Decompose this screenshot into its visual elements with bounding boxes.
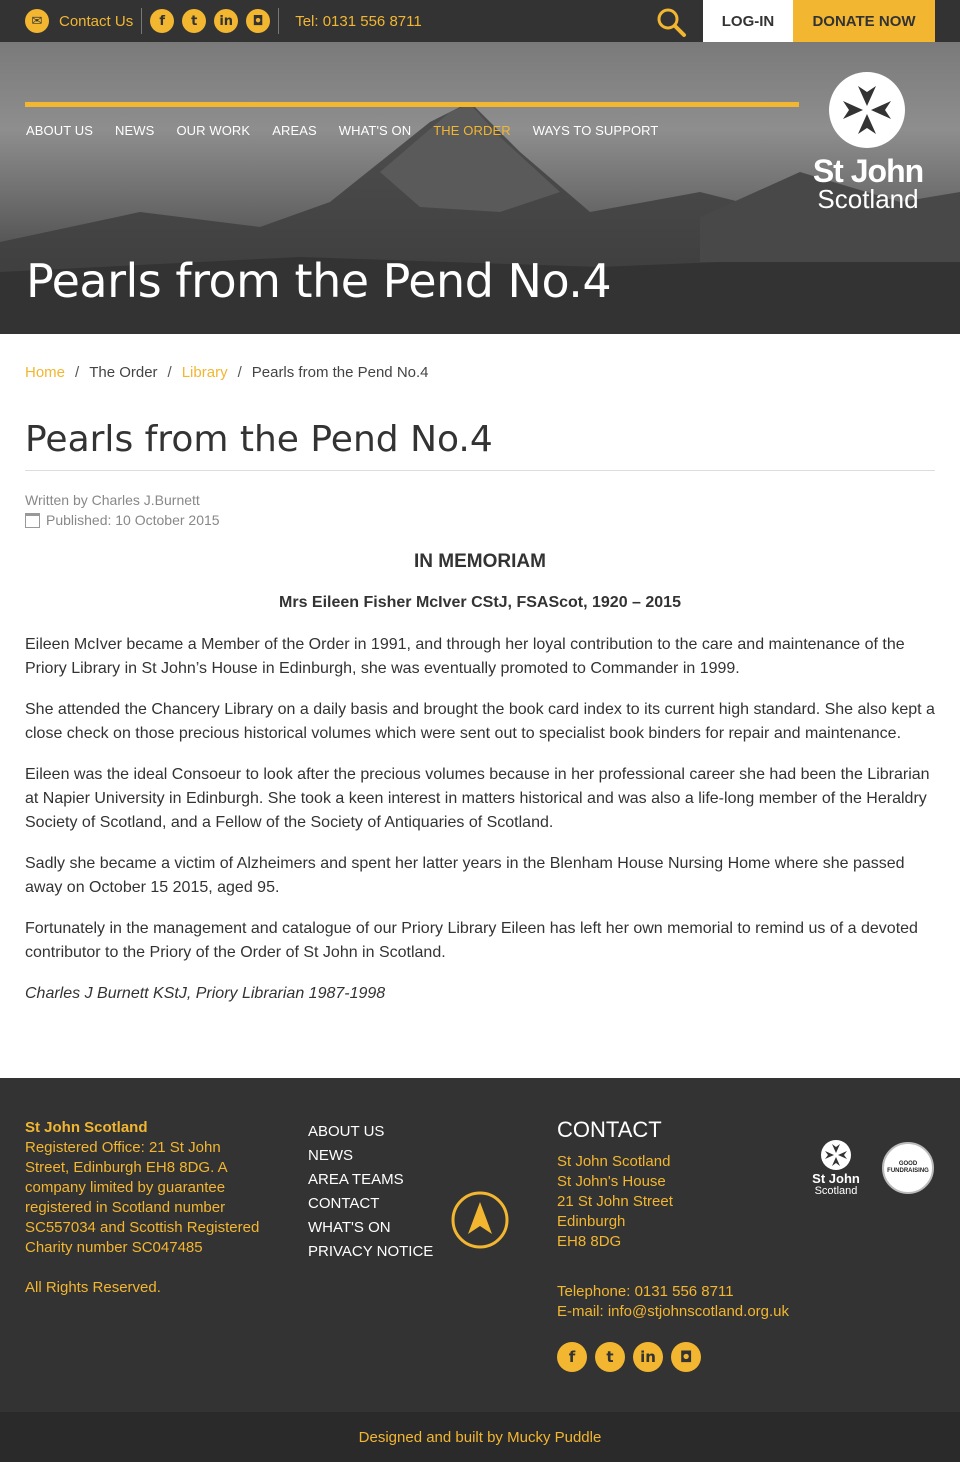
calendar-icon	[25, 513, 40, 528]
linkedin-icon[interactable]: in	[633, 1342, 663, 1372]
nav-news[interactable]: NEWS	[115, 123, 155, 138]
footer	[0, 1078, 960, 1412]
footer-link-news[interactable]: NEWS	[308, 1147, 353, 1164]
breadcrumb-library[interactable]: Library	[181, 364, 228, 381]
breadcrumb	[25, 364, 429, 381]
donate-button[interactable]: DONATE NOW	[793, 0, 935, 42]
good-fundraising-badge	[882, 1142, 934, 1194]
twitter-icon[interactable]: t	[182, 9, 206, 33]
breadcrumb-home[interactable]: Home	[25, 364, 66, 381]
nav-whats-on[interactable]: WHAT'S ON	[338, 123, 412, 138]
breadcrumb-separator: /	[75, 364, 80, 381]
footer-org-info	[25, 1118, 265, 1298]
hero-banner	[0, 42, 960, 334]
logo-text-scotland[interactable]: Scotland	[817, 184, 919, 214]
st-john-logo-icon	[821, 1140, 851, 1170]
back-to-top-icon[interactable]	[450, 1190, 510, 1250]
article-paragraph: Eileen McIver became a Member of the Order in 1991, and through her loyal contribution to the care and maintenance of the Priory Library in St John’s House in Edinburgh, she was eventually promoted to Commander in 1999.	[25, 636, 905, 677]
footer-contact	[557, 1118, 789, 1372]
nav-ways-to-support[interactable]: WAYS TO SUPPORT	[532, 123, 659, 138]
nav-the-order[interactable]: THE ORDER	[433, 123, 511, 138]
article-paragraph: She attended the Chancery Library on a daily basis and brought the book card index to its current high standard. She also kept a close check on those precious historical volumes which were sent out to specialist book binders for repair and maintenance.	[25, 701, 935, 742]
footer-address-line: St John's House	[557, 1173, 666, 1190]
login-button[interactable]: LOG-IN	[703, 0, 793, 42]
contact-us-link[interactable]: Contact Us	[59, 12, 134, 30]
breadcrumb-current: Pearls from the Pend No.4	[251, 364, 429, 381]
facebook-icon[interactable]: f	[557, 1342, 587, 1372]
footer-social-links	[557, 1342, 789, 1372]
instagram-icon[interactable]: ◘	[246, 9, 270, 33]
footer-telephone[interactable]: Telephone: 0131 556 8711	[557, 1283, 734, 1300]
breadcrumb-the-order: The Order	[89, 364, 158, 381]
article-heading: IN MEMORIAM	[414, 551, 546, 572]
footer-contact-heading: CONTACT	[557, 1117, 662, 1142]
divider	[141, 8, 142, 34]
footer-logo-line1: St John	[812, 1171, 860, 1186]
footer-credit	[0, 1412, 960, 1462]
article-published	[25, 512, 220, 528]
footer-address-line: 21 St John Street	[557, 1193, 673, 1210]
linkedin-icon[interactable]: in	[214, 9, 238, 33]
footer-link-whats-on[interactable]: WHAT'S ON	[308, 1219, 391, 1236]
footer-logo-line2: Scotland	[814, 1185, 858, 1197]
badge-text: GOOD FUNDRAISING	[887, 1161, 929, 1174]
footer-address-line: St John Scotland	[557, 1153, 671, 1170]
footer-links	[308, 1120, 433, 1264]
page-title: Pearls from the Pend No.4	[25, 419, 493, 460]
article-paragraph: Sadly she became a victim of Alzheimers and spent her latter years in the Blenham House Nursing Home where she passed away on October 15 2015, aged 95.	[25, 855, 905, 896]
article-paragraph: Fortunately in the management and catalogue of our Priory Library Eileen has left her own memorial to remind us of a devoted contributor to the Priory of the Order of St John in Scotland.	[25, 920, 918, 961]
main-nav	[26, 123, 680, 138]
footer-link-contact[interactable]: CONTACT	[308, 1195, 380, 1212]
nav-accent-line	[25, 102, 799, 107]
divider	[278, 8, 279, 34]
credit-link[interactable]: Designed and built by Mucky Puddle	[358, 1428, 602, 1446]
footer-org-details: Registered Office: 21 St John Street, Edinburgh EH8 8DG. A company limited by guarantee registered in Scotland number SC557034 and Scottish Registered Charity number SC047485	[25, 1139, 260, 1256]
facebook-icon[interactable]: f	[150, 9, 174, 33]
breadcrumb-separator: /	[167, 364, 172, 381]
hero-title: Pearls from the Pend No.4	[26, 254, 612, 308]
article-body	[25, 550, 935, 1023]
article-paragraph: Eileen was the ideal Consoeur to look after the precious volumes because in her professional career she had been the Librarian at Napier University in Edinburgh. She took a keen interest in matters historical and was also a life-long member of the Heraldry Society of Scotland, and a Fellow of the Society of Antiquaries of Scotland.	[25, 766, 930, 831]
footer-logo[interactable]	[808, 1140, 864, 1197]
title-divider	[25, 470, 935, 471]
twitter-icon[interactable]: t	[595, 1342, 625, 1372]
article-signature: Charles J Burnett KStJ, Priory Librarian 1987-1998	[25, 985, 386, 1002]
social-links	[150, 9, 270, 33]
logo-text-st-john[interactable]: St John	[812, 153, 924, 189]
search-icon[interactable]	[655, 6, 687, 38]
article-subheading: Mrs Eileen Fisher McIver CStJ, FSAScot, 1920 – 2015	[279, 594, 681, 611]
footer-org-name: St John Scotland	[25, 1119, 148, 1136]
instagram-icon[interactable]: ◘	[671, 1342, 701, 1372]
footer-email[interactable]: E-mail: info@stjohnscotland.org.uk	[557, 1303, 790, 1320]
breadcrumb-separator: /	[237, 364, 242, 381]
nav-our-work[interactable]: OUR WORK	[176, 123, 251, 138]
top-bar	[0, 0, 960, 42]
footer-link-about-us[interactable]: ABOUT US	[308, 1123, 385, 1140]
envelope-icon[interactable]: ✉	[25, 9, 49, 33]
footer-link-privacy[interactable]: PRIVACY NOTICE	[308, 1243, 434, 1260]
footer-link-area-teams[interactable]: AREA TEAMS	[308, 1171, 404, 1188]
footer-address-line: EH8 8DG	[557, 1233, 622, 1250]
nav-areas[interactable]: AREAS	[272, 123, 317, 138]
footer-address-line: Edinburgh	[557, 1213, 626, 1230]
telephone-link[interactable]: Tel: 0131 556 8711	[295, 12, 422, 30]
published-date: Published: 10 October 2015	[46, 512, 220, 528]
top-contact-group	[25, 10, 422, 32]
article-author: Written by Charles J.Burnett	[25, 492, 200, 508]
nav-about-us[interactable]: ABOUT US	[26, 123, 94, 138]
st-john-logo-icon[interactable]	[829, 72, 905, 148]
footer-rights: All Rights Reserved.	[25, 1279, 161, 1296]
